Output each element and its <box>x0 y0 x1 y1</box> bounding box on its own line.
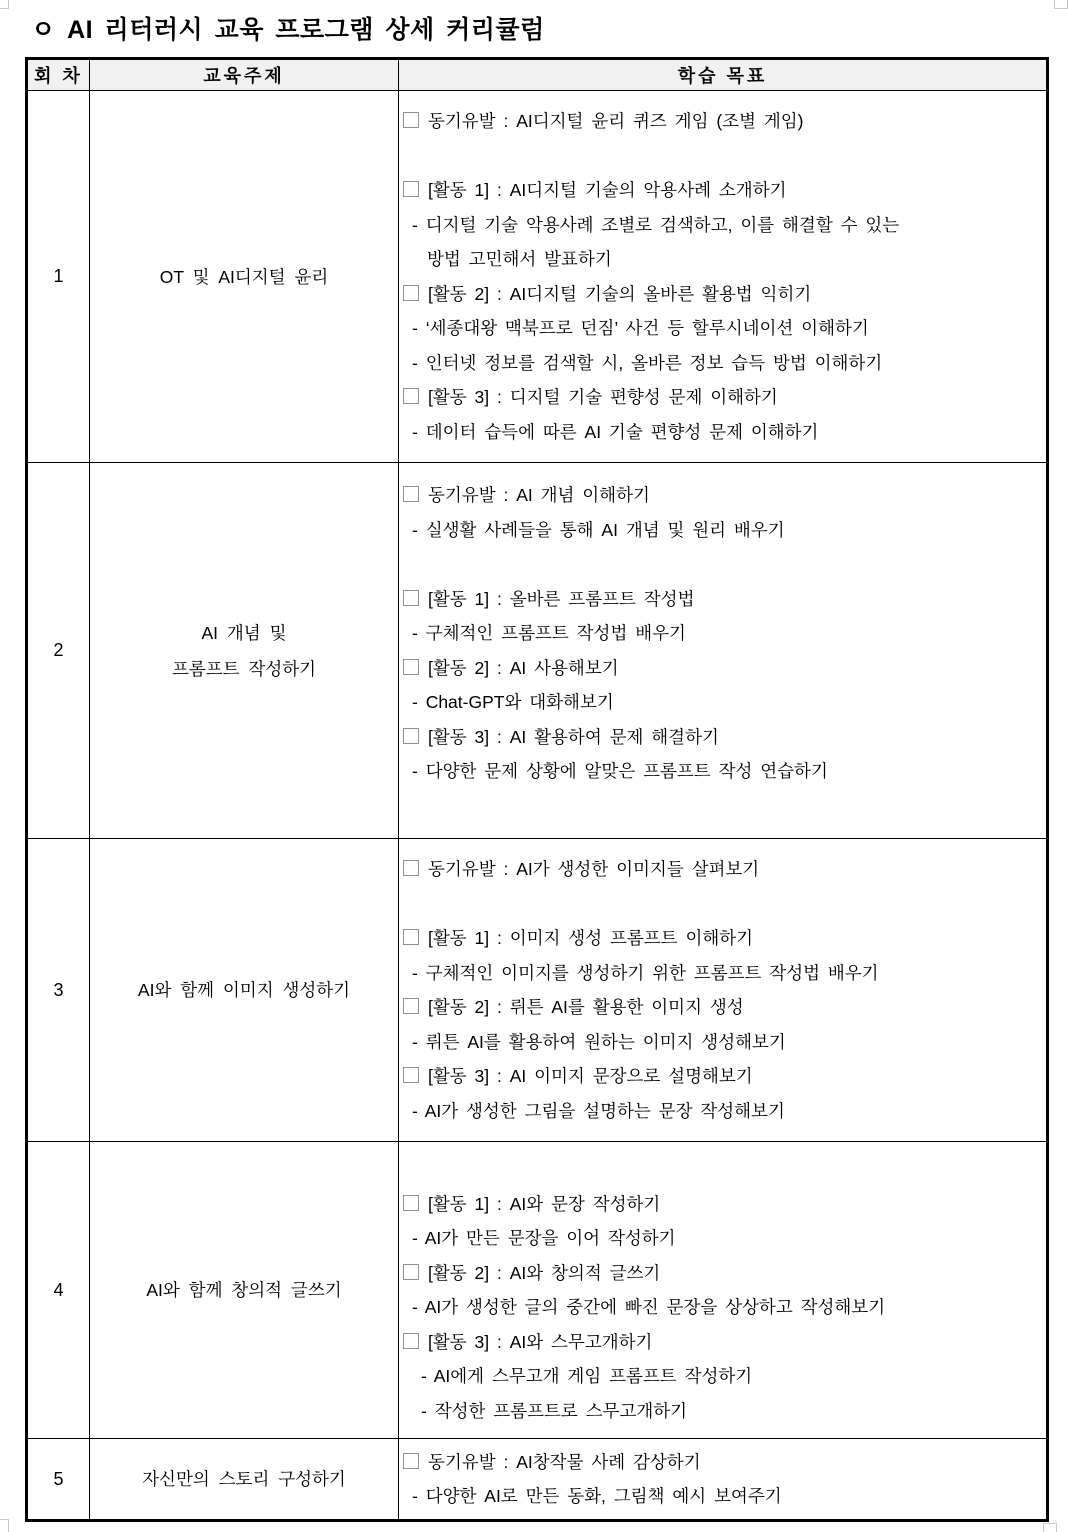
topic-line: AI 개념 및 <box>201 622 287 643</box>
objective-text: - 인터넷 정보를 검색할 시, 올바른 정보 습득 방법 이해하기 <box>412 352 883 373</box>
objective-line <box>399 478 1046 513</box>
objective-line <box>399 1059 1046 1094</box>
checkbox-icon <box>403 1195 419 1211</box>
objectives-cell <box>399 91 1048 463</box>
objective-line <box>399 789 1046 824</box>
session-cell: 3 <box>27 839 90 1142</box>
objective-text: [활동 1] : AI디지털 기술의 악용사례 소개하기 <box>428 180 787 200</box>
objective-text: - AI가 만든 문장을 이어 작성하기 <box>412 1228 676 1248</box>
objective-text: - Chat-GPT와 대화해보기 <box>412 692 614 712</box>
curriculum-table-body <box>27 91 1048 1521</box>
objectives-cell <box>399 1142 1048 1439</box>
objective-line <box>399 720 1046 755</box>
session-cell: 4 <box>27 1142 90 1439</box>
objective-line <box>399 1221 1046 1256</box>
checkbox-icon <box>403 590 419 606</box>
objective-line <box>399 1290 1046 1325</box>
objective-line <box>399 311 1046 346</box>
objective-line <box>399 754 1046 789</box>
objective-line <box>399 208 1046 243</box>
objective-text: - 구체적인 프롬프트 작성법 배우기 <box>412 623 686 643</box>
objective-text: - 다양한 AI로 만든 동화, 그림책 예시 보여주기 <box>412 1486 782 1506</box>
curriculum-table <box>25 57 1049 1522</box>
objective-line <box>399 1152 1046 1187</box>
checkbox-icon <box>403 659 419 675</box>
table-row <box>27 839 1048 1142</box>
objective-line <box>399 887 1046 922</box>
objective-line <box>399 1394 1046 1429</box>
objective-text: - 데이터 습득에 따른 AI 기술 편향성 문제 이해하기 <box>412 421 819 442</box>
table-row <box>27 1142 1048 1439</box>
session-cell: 2 <box>27 463 90 839</box>
table-row <box>27 1439 1048 1521</box>
objective-text: 동기유발 : AI디지털 윤리 퀴즈 게임 (조별 게임) <box>428 111 804 131</box>
table-header-row <box>27 59 1048 91</box>
topic-cell <box>90 1439 399 1521</box>
objective-text: - 작성한 프롬프트로 스무고개하기 <box>421 1400 688 1421</box>
objective-line <box>399 1094 1046 1129</box>
page-corner-mark <box>1054 0 1068 9</box>
topic-line: AI와 함께 창의적 글쓰기 <box>146 1280 342 1300</box>
objective-line <box>399 582 1046 617</box>
objective-text: [활동 1] : 올바른 프롬프트 작성법 <box>428 588 695 609</box>
header-session: 회 차 <box>27 59 90 91</box>
objective-line <box>399 852 1046 887</box>
objective-line <box>399 415 1046 450</box>
table-row <box>27 463 1048 839</box>
checkbox-icon <box>403 929 419 945</box>
objective-text: - AI가 생성한 그림을 설명하는 문장 작성해보기 <box>412 1100 785 1121</box>
session-cell: 5 <box>27 1439 90 1521</box>
objective-text: [활동 1] : 이미지 생성 프롬프트 이해하기 <box>428 928 754 948</box>
objective-text: [활동 1] : AI와 문장 작성하기 <box>428 1193 661 1214</box>
objective-text: [활동 2] : AI 사용해보기 <box>428 657 619 678</box>
objective-line <box>399 547 1046 582</box>
objective-text: [활동 3] : AI 이미지 문장으로 설명해보기 <box>428 1066 753 1086</box>
objective-text: [활동 2] : AI와 창의적 글쓰기 <box>428 1262 661 1283</box>
objective-text: [활동 2] : 뤼튼 AI를 활용한 이미지 생성 <box>428 997 744 1017</box>
objective-text: 방법 고민해서 발표하기 <box>427 249 612 269</box>
objective-line <box>399 1445 1046 1480</box>
topic-cell <box>90 839 399 1142</box>
checkbox-icon <box>403 860 419 876</box>
objective-line <box>399 346 1046 381</box>
checkbox-icon <box>403 1264 419 1280</box>
objective-line <box>399 242 1046 277</box>
objective-text <box>403 796 411 816</box>
objective-line <box>399 616 1046 651</box>
objective-line <box>399 513 1046 548</box>
page-corner-mark <box>0 1519 9 1532</box>
checkbox-icon <box>403 1333 419 1349</box>
objective-text: 동기유발 : AI 개념 이해하기 <box>428 485 650 505</box>
objective-line <box>399 380 1046 415</box>
objective-text: 동기유발 : AI가 생성한 이미지들 살펴보기 <box>428 859 760 879</box>
session-cell: 1 <box>27 91 90 463</box>
topic-cell <box>90 1142 399 1439</box>
objective-text: [활동 2] : AI디지털 기술의 올바른 활용법 익히기 <box>428 283 812 304</box>
checkbox-icon <box>403 1453 419 1469</box>
topic-cell <box>90 463 399 839</box>
topic-line: 자신만의 스토리 구성하기 <box>142 1469 346 1489</box>
topic-line: 프롬프트 작성하기 <box>171 658 317 679</box>
objective-line <box>399 956 1046 991</box>
objective-text: - 다양한 문제 상황에 알맞은 프롬프트 작성 연습하기 <box>412 761 828 781</box>
objectives-cell <box>399 463 1048 839</box>
objective-line <box>399 651 1046 686</box>
header-topic: 교육주제 <box>90 59 399 91</box>
objective-line <box>399 1187 1046 1222</box>
objective-line <box>399 1256 1046 1291</box>
topic-cell <box>90 91 399 463</box>
objectives-cell <box>399 839 1048 1142</box>
checkbox-icon <box>403 728 419 744</box>
checkbox-icon <box>403 1067 419 1083</box>
objective-line <box>399 1479 1046 1514</box>
objective-text <box>403 146 411 166</box>
objective-text: - ‘세종대왕 맥북프로 던짐’ 사건 등 할루시네이션 이해하기 <box>412 318 869 338</box>
objective-text: 동기유발 : AI창작물 사례 감상하기 <box>428 1451 701 1472</box>
objective-line <box>399 173 1046 208</box>
objective-text: - 뤼튼 AI를 활용하여 원하는 이미지 생성해보기 <box>412 1031 786 1052</box>
checkbox-icon <box>403 388 419 404</box>
objectives-cell <box>399 1439 1048 1521</box>
objective-line <box>399 139 1046 174</box>
objective-line <box>399 1025 1046 1060</box>
checkbox-icon <box>403 285 419 301</box>
objective-text: - 구체적인 이미지를 생성하기 위한 프롬프트 작성법 배우기 <box>412 962 879 983</box>
objective-line <box>399 990 1046 1025</box>
topic-line: AI와 함께 이미지 생성하기 <box>137 980 351 1000</box>
objective-text: - 디지털 기술 악용사례 조별로 검색하고, 이를 해결할 수 있는 <box>412 214 900 235</box>
header-goal: 학습 목표 <box>399 59 1048 91</box>
checkbox-icon <box>403 998 419 1014</box>
objective-text: [활동 3] : AI 활용하여 문제 해결하기 <box>428 726 719 747</box>
page-title: ㅇ AI 리터러시 교육 프로그램 상세 커리큘럼 <box>31 16 545 44</box>
objective-line <box>399 685 1046 720</box>
table-row <box>27 91 1048 463</box>
checkbox-icon <box>403 112 419 128</box>
objective-line <box>399 104 1046 139</box>
objective-text <box>403 894 411 914</box>
objective-text <box>403 554 411 574</box>
checkbox-icon <box>403 486 419 502</box>
objective-line <box>399 277 1046 312</box>
topic-line: OT 및 AI디지털 윤리 <box>159 266 329 287</box>
objective-text: - 실생활 사례들을 통해 AI 개념 및 원리 배우기 <box>412 519 785 540</box>
checkbox-icon <box>403 181 419 197</box>
objective-text: [활동 3] : AI와 스무고개하기 <box>428 1331 653 1352</box>
page-corner-mark <box>1043 1523 1057 1532</box>
objective-text: [활동 3] : 디지털 기술 편향성 문제 이해하기 <box>428 387 778 407</box>
objective-text: - AI에게 스무고개 게임 프롬프트 작성하기 <box>421 1366 753 1386</box>
objective-text: - AI가 생성한 글의 중간에 빠진 문장을 상상하고 작성해보기 <box>412 1297 886 1317</box>
page-corner-mark <box>0 0 9 9</box>
objective-line <box>399 921 1046 956</box>
objective-text <box>403 1159 411 1179</box>
objective-line <box>399 1325 1046 1360</box>
objective-line <box>399 1359 1046 1394</box>
